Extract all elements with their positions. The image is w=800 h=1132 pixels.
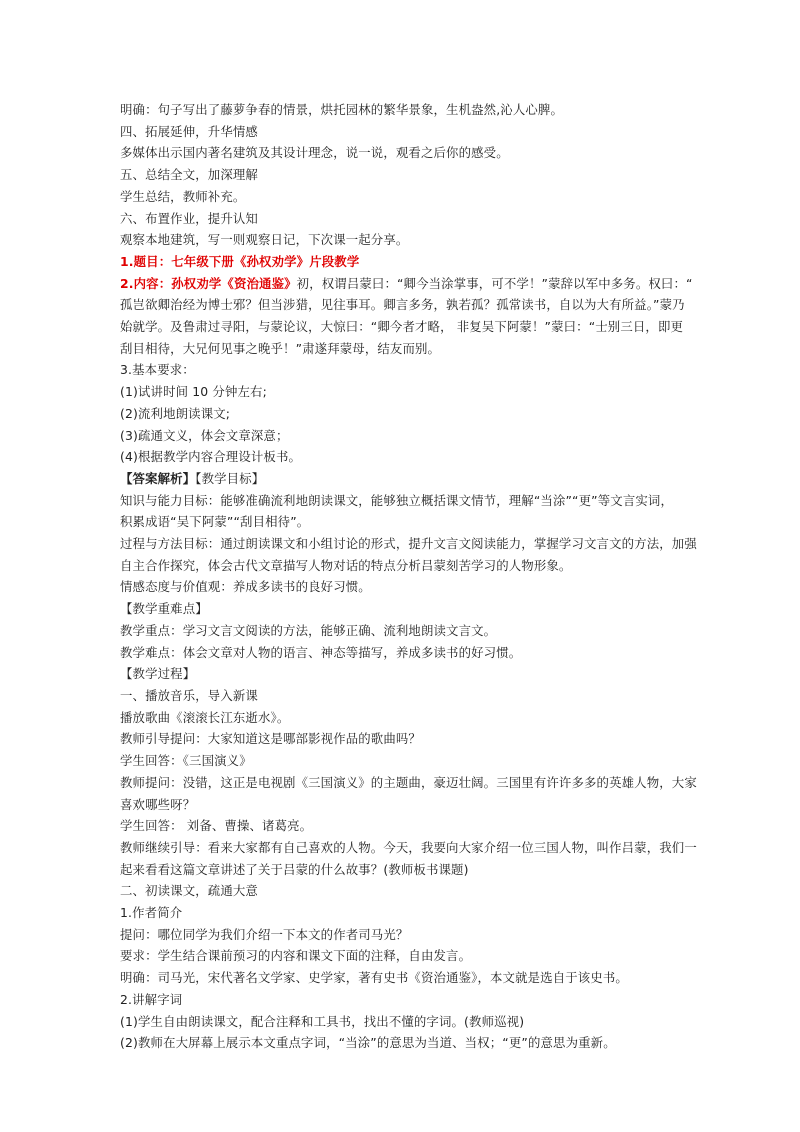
- text-line: 学生回答： 刘备、曹操、诸葛亮。: [120, 818, 313, 834]
- task-content-label: 2.内容：孙权劝学《资治通鉴》: [120, 275, 297, 291]
- requirements-heading: 3.基本要求：: [120, 362, 195, 378]
- section-heading: 【教学重难点】: [120, 601, 208, 617]
- text-line: (2)教师在大屏幕上展示本文重点字词，“当涂”的意思为当道、当权；“更”的意思为重新。: [120, 1035, 616, 1051]
- answer-heading-line: [120, 468, 690, 490]
- task-content-line: [120, 273, 693, 295]
- text-line: 教学难点：体会文章对人物的语言、神态等描写，养成多读书的好习惯。: [120, 644, 522, 660]
- text-line: 播放歌曲《滚滚长江东逝水》。: [120, 709, 290, 725]
- requirement-item: (4)根据教学内容合理设计板书。: [120, 449, 302, 465]
- subsection-heading: 2.讲解字词: [120, 991, 183, 1007]
- section-heading: 六、布置作业，提升认知: [120, 210, 258, 226]
- text-line: 多媒体出示国内著名建筑及其设计理念，说一说，观看之后你的感受。: [120, 145, 509, 161]
- text-line: 教学重点：学习文言文阅读的方法，能够正确、流利地朗读文言文。: [120, 622, 497, 638]
- goals-label: 【教学目标】: [195, 470, 265, 486]
- text-line: 明确：句子写出了藤萝争春的情景，烘托园林的繁华景象，生机盎然,沁人心脾。: [120, 102, 564, 117]
- task-content-line: 孤岂欲卿治经为博士邪？但当涉猎，见往事耳。卿言多务，孰若孤？孤常读书，自以为大有所益。”蒙乃: [120, 297, 685, 313]
- text-line: 积累成语“吴下阿蒙”“刮目相待”。: [120, 514, 310, 530]
- task-title: 1.题目：七年级下册《孙权劝学》片段教学: [120, 253, 360, 269]
- text-line: 教师继续引导：看来大家都有自己喜欢的人物。今天，我要向大家介绍一位三国人物，叫作吕蒙，我们一: [120, 839, 697, 855]
- text-line: 情感态度与价值观：养成多读书的良好习惯。: [120, 579, 371, 595]
- text-line: 提问：哪位同学为我们介绍一下本文的作者司马光？: [120, 926, 409, 942]
- section-heading: 一、播放音乐，导入新课: [120, 687, 258, 703]
- text-line: 明确：司马光，宋代著名文学家、史学家，著有史书《资治通鉴》，本文就是选自于该史书。: [120, 970, 628, 986]
- text-line: 教师引导提问：大家知道这是哪部影视作品的歌曲吗？: [120, 731, 421, 747]
- section-heading: 二、初读课文，疏通大意: [120, 883, 258, 899]
- text-line: 自主合作探究，体会古代文章描写人物对话的特点分析吕蒙刻苦学习的人物形象。: [120, 557, 572, 573]
- text-line: 教师提问：没错，这正是电视剧《三国演义》的主题曲，豪迈壮阔。三国里有许许多多的英雄人物，大家: [120, 774, 697, 790]
- text-line: 学生总结，教师补充。: [120, 188, 246, 204]
- section-heading: 【教学过程】: [120, 666, 196, 682]
- text-line: 观察本地建筑，写一则观察日记，下次课一起分享。: [120, 232, 409, 248]
- text-line: 知识与能力目标：能够准确流利地朗读课文，能够独立概括课文情节，理解“当涂”“更”等文言实词，: [120, 492, 673, 508]
- text-line: 起来看看这篇文章讲述了关于吕蒙的什么故事？(教师板书课题): [120, 861, 469, 877]
- requirement-item: (1)试讲时间 10 分钟左右;: [120, 384, 267, 400]
- text-line: 要求：学生结合课前预习的内容和课文下面的注释，自由发言。: [120, 948, 472, 964]
- requirement-item: (2)流利地朗读课文;: [120, 405, 231, 421]
- task-content-line: 始就学。及鲁肃过寻阳，与蒙论议，大惊曰：“卿今者才略， 非复吴下阿蒙！”蒙曰：“士别三日，即更: [120, 319, 684, 335]
- document-page: [120, 99, 697, 1054]
- text-line: 喜欢哪些呀？: [120, 796, 196, 812]
- section-heading: 五、总结全文，加深理解: [120, 167, 258, 183]
- answer-label: 【答案解析】: [120, 470, 196, 486]
- subsection-heading: 1.作者简介: [120, 905, 183, 921]
- text-line: 学生回答：《三国演义》: [120, 753, 252, 769]
- section-heading: 四、拓展延伸，升华情感: [120, 123, 258, 139]
- text-line: (1)学生自由朗读课文，配合注释和工具书，找出不懂的字词。(教师巡视): [120, 1013, 525, 1029]
- requirement-item: (3)疏通文义，体会文章深意；: [120, 427, 289, 443]
- text-line: 过程与方法目标：通过朗读课文和小组讨论的形式，提升文言文阅读能力，掌握学习文言文的方法，加强: [120, 536, 697, 552]
- task-content-text: 初，权谓吕蒙曰：“卿今当涂掌事，可不学！”蒙辞以军中多务。权曰：“: [296, 275, 693, 291]
- task-content-line: 刮目相待，大兄何见事之晚乎！”肃遂拜蒙母，结友而别。: [120, 340, 441, 356]
